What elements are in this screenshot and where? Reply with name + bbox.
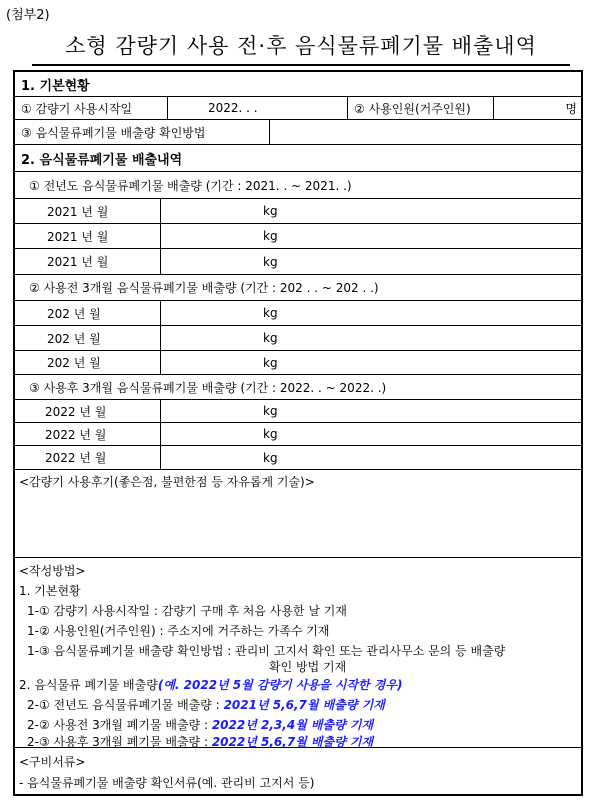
review-section[interactable] bbox=[15, 470, 581, 558]
start-date-label: ① 감량기 사용시작일 bbox=[21, 101, 133, 116]
amount-cell[interactable] bbox=[160, 326, 581, 350]
amount-cell[interactable] bbox=[160, 351, 581, 374]
guide-s2-3-label: 2-③ 사용후 3개월 폐기물 배출량 : bbox=[27, 735, 208, 749]
guide-s2-label: 2. 음식물류 폐기물 배출량 bbox=[19, 678, 158, 692]
group1-label: ① 전년도 음식물류폐기물 배출량 (기간 : 2021. . ~ 2021. .) bbox=[29, 178, 352, 193]
table-row bbox=[15, 400, 581, 423]
guide-s2-1 bbox=[27, 696, 385, 713]
guide-s2-2-label: 2-② 사용전 3개월 폐기물 배출량 : bbox=[27, 718, 208, 732]
table-row bbox=[15, 199, 581, 224]
persons-label: ② 사용인원(거주인원) bbox=[347, 97, 471, 119]
docs-header: <구비서류> bbox=[19, 755, 86, 769]
table-row bbox=[15, 224, 581, 249]
persons-value[interactable] bbox=[493, 97, 581, 119]
group3-label-row bbox=[15, 375, 581, 400]
unit-label: kg bbox=[263, 427, 278, 441]
period-label: 2022 년 월 bbox=[45, 404, 107, 419]
form-table bbox=[13, 70, 583, 796]
unit-label: kg bbox=[263, 331, 278, 345]
amount-cell[interactable] bbox=[160, 400, 581, 422]
guide-s2-2 bbox=[27, 716, 373, 733]
guide-section bbox=[15, 558, 581, 748]
guide-s1-1: 1-① 감량기 사용시작일 : 감량기 구매 후 처음 사용한 날 기재 bbox=[27, 604, 347, 618]
amount-cell[interactable] bbox=[160, 199, 581, 223]
section2-header-row bbox=[15, 145, 581, 172]
table-row bbox=[15, 446, 581, 470]
start-date-row bbox=[15, 97, 581, 120]
section1-header-row bbox=[15, 72, 581, 97]
period-label: 202 년 월 bbox=[47, 306, 101, 321]
group2-label: ② 사용전 3개월 음식물류폐기물 배출량 (기간 : 202 . . ~ 202 . .) bbox=[29, 281, 379, 295]
group2-label-row bbox=[15, 275, 581, 301]
section1-header: 1. 기본현황 bbox=[21, 78, 90, 94]
unit-label: kg bbox=[263, 404, 278, 418]
review-label: <감량기 사용후기(좋은점, 불편한점 등 자유롭게 기술)> bbox=[19, 475, 315, 489]
method-value[interactable] bbox=[269, 120, 581, 144]
docs-item: - 음식물류폐기물 배출량 확인서류(예. 관리비 고지서 등) bbox=[19, 776, 315, 790]
section2-header: 2. 음식물류폐기물 배출내역 bbox=[21, 152, 183, 168]
guide-s1-3b: 확인 방법 기재 bbox=[269, 660, 347, 674]
guide-s1: 1. 기본현황 bbox=[19, 584, 81, 598]
period-label: 2022 년 월 bbox=[45, 427, 107, 442]
unit-label: kg bbox=[263, 254, 278, 269]
guide-header: <작성방법> bbox=[19, 564, 86, 578]
attachment-label: (첨부2) bbox=[6, 8, 50, 23]
amount-cell[interactable] bbox=[160, 423, 581, 445]
period-label: 202 년 월 bbox=[47, 331, 101, 346]
method-row bbox=[15, 120, 581, 145]
period-label: 2022 년 월 bbox=[45, 451, 107, 465]
table-row bbox=[15, 423, 581, 446]
guide-s2-1-label: 2-① 전년도 음식물류폐기물 배출량 : bbox=[27, 698, 220, 712]
period-label: 2021 년 월 bbox=[47, 229, 109, 244]
amount-cell[interactable] bbox=[160, 249, 581, 274]
docs-section bbox=[15, 748, 581, 794]
amount-cell[interactable] bbox=[160, 446, 581, 469]
unit-label: kg bbox=[263, 229, 278, 243]
amount-cell[interactable] bbox=[160, 301, 581, 325]
amount-cell[interactable] bbox=[160, 224, 581, 248]
guide-s2-2-value: 2022년 2,3,4월 배출량 기재 bbox=[211, 718, 374, 732]
table-row bbox=[15, 249, 581, 275]
guide-s2-example: (예. 2022년 5월 감량기 사용을 시작한 경우) bbox=[157, 678, 403, 692]
guide-s2-1-value: 2021년 5,6,7월 배출량 기재 bbox=[223, 698, 385, 712]
group3-label: ③ 사용후 3개월 음식물류폐기물 배출량 (기간 : 2022. . ~ 2022. .) bbox=[29, 380, 387, 395]
guide-s1-2: 1-② 사용인원(거주인원) : 주소지에 거주하는 가족수 기재 bbox=[27, 624, 330, 638]
guide-s2 bbox=[19, 676, 402, 693]
period-label: 2021 년 월 bbox=[47, 255, 109, 269]
period-label: 202 년 월 bbox=[47, 356, 101, 370]
unit-label: kg bbox=[263, 355, 278, 370]
group1-label-row bbox=[15, 172, 581, 199]
period-label: 2021 년 월 bbox=[47, 204, 109, 219]
start-date-value[interactable]: 2022. . . bbox=[167, 97, 347, 119]
unit-label: kg bbox=[263, 306, 278, 320]
persons-unit: 명 bbox=[565, 101, 577, 116]
table-row bbox=[15, 301, 581, 326]
method-label: ③ 음식물류폐기물 배출량 확인방법 bbox=[21, 125, 206, 140]
guide-s2-3-value: 2022년 5,6,7월 배출량 기재 bbox=[211, 735, 374, 749]
page-title: 소형 감량기 사용 전·후 음식물류폐기물 배출내역 bbox=[32, 32, 570, 66]
unit-label: kg bbox=[263, 450, 278, 465]
table-row bbox=[15, 326, 581, 351]
table-row bbox=[15, 351, 581, 375]
guide-s1-3: 1-③ 음식물류폐기물 배출량 확인방법 : 관리비 고지서 확인 또는 관리사무소 문의 등 배출량 bbox=[27, 644, 506, 658]
unit-label: kg bbox=[263, 204, 278, 218]
